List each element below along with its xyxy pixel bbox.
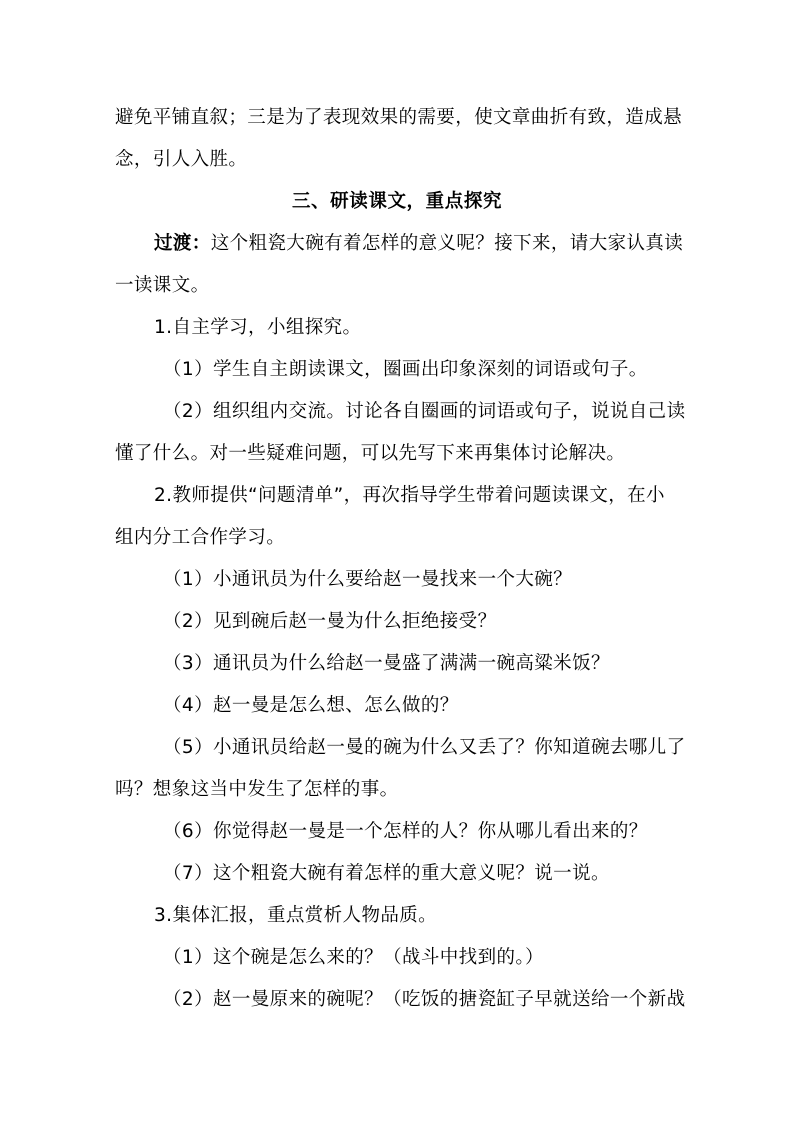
list-item: 2.教师提供“问题清单”，再次指导学生带着问题读课文，在小	[154, 485, 665, 506]
list-item: 1.自主学习，小组探究。	[154, 317, 362, 338]
transition-label: 过渡：	[154, 233, 211, 254]
text-line	[0, 232, 794, 256]
list-item: （3）通讯员为什么给赵一曼盛了满满一碗高粱米饭？	[163, 653, 610, 674]
list-item: （6）你觉得赵一曼是一个怎样的人？你从哪儿看出来的？	[163, 821, 648, 842]
text-line: 念，引人入胜。	[115, 149, 248, 170]
list-item: （2）见到碗后赵一曼为什么拒绝接受？	[163, 611, 497, 632]
text-line: 吗？想象这当中发生了怎样的事。	[115, 779, 399, 800]
text-line: 避免平铺直叙；三是为了表现效果的需要，使文章曲折有致，造成悬	[115, 107, 683, 128]
text-line: 懂了什么。对一些疑难问题，可以先写下来再集体讨论解决。	[115, 443, 626, 464]
transition-text: 这个粗瓷大碗有着怎样的意义呢？接下来，请大家认真读	[210, 233, 684, 254]
list-item: （4）赵一曼是怎么想、怎么做的？	[163, 695, 459, 716]
list-item: （1）这个碗是怎么来的？（战斗中找到的。）	[163, 947, 544, 968]
list-item: （2）赵一曼原来的碗呢？（吃饭的搪瓷缸子早就送给一个新战	[163, 989, 686, 1010]
text-line: 组内分工合作学习。	[115, 527, 286, 548]
list-item: （1）学生自主朗读课文，圈画出印象深刻的词语或句子。	[163, 359, 648, 380]
list-item: （2）组织组内交流。讨论各自圈画的词语或句子，说说自己读	[163, 401, 686, 422]
list-item: （7）这个粗瓷大碗有着怎样的重大意义呢？说一说。	[163, 863, 610, 884]
list-item: 3.集体汇报，重点赏析人物品质。	[154, 905, 438, 926]
list-item: （1）小通讯员为什么要给赵一曼找来一个大碗？	[163, 569, 573, 590]
section-heading: 三、研读课文，重点探究	[291, 191, 503, 212]
list-item: （5）小通讯员给赵一曼的碗为什么又丢了？你知道碗去哪儿了	[163, 737, 686, 758]
text-line: 一读课文。	[115, 275, 210, 296]
